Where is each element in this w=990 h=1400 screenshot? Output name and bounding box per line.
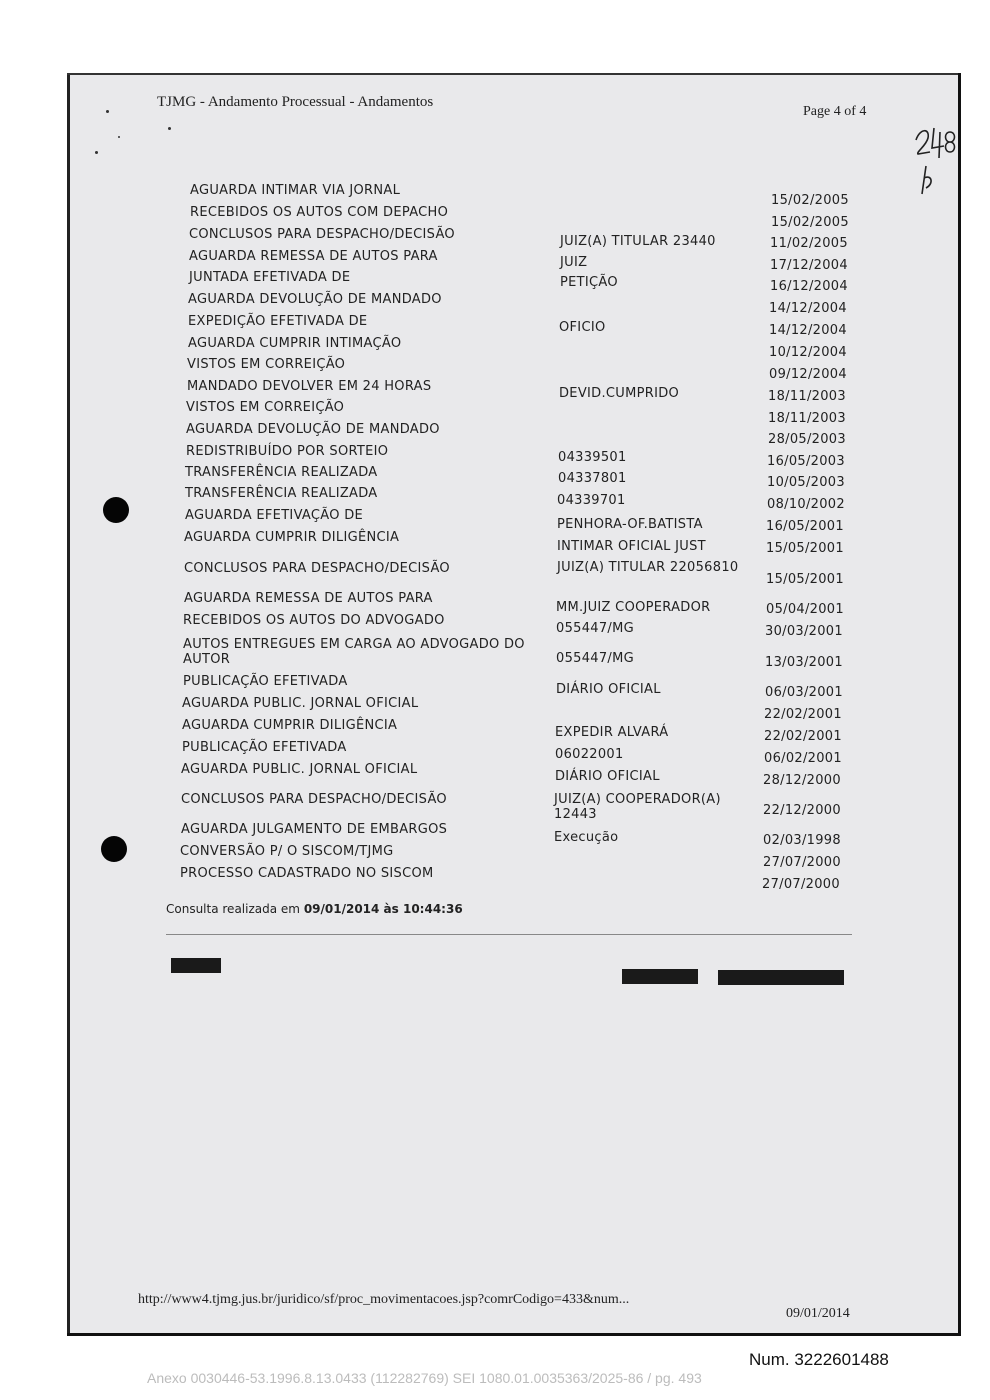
scan-speck bbox=[168, 127, 171, 130]
sei-reference: Anexo 0030446-53.1996.8.13.0433 (112282769) SEI 1080.01.0035363/2025-86 / pg. 493 bbox=[147, 1370, 702, 1386]
row-descricao: CONVERSÃO P/ O SISCOM/TJMG bbox=[180, 844, 394, 859]
row-data: 22/02/2001 bbox=[764, 729, 842, 744]
footer-date: 09/01/2014 bbox=[786, 1306, 850, 1321]
consulta-timestamp bbox=[166, 902, 463, 916]
row-descricao: PUBLICAÇÃO EFETIVADA bbox=[182, 740, 347, 755]
row-complemento: MM.JUIZ COOPERADOR bbox=[556, 600, 711, 615]
row-complemento: DIÁRIO OFICIAL bbox=[555, 769, 660, 784]
row-data: 28/12/2000 bbox=[763, 773, 841, 788]
row-descricao: VISTOS EM CORREIÇÃO bbox=[187, 357, 346, 372]
row-descricao: AGUARDA CUMPRIR DILIGÊNCIA bbox=[182, 718, 398, 733]
consulta-datetime: 09/01/2014 às 10:44:36 bbox=[303, 902, 463, 916]
row-data: 06/03/2001 bbox=[765, 685, 843, 700]
row-complemento: JUIZ bbox=[560, 255, 588, 270]
row-data: 16/05/2001 bbox=[766, 519, 844, 534]
row-data: 17/12/2004 bbox=[770, 258, 848, 273]
row-data: 15/02/2005 bbox=[771, 215, 849, 230]
row-data: 09/12/2004 bbox=[769, 367, 847, 382]
row-descricao: AGUARDA CUMPRIR INTIMAÇÃO bbox=[188, 336, 402, 351]
row-data: 16/12/2004 bbox=[770, 279, 848, 294]
punch-hole bbox=[101, 836, 127, 862]
row-descricao: PUBLICAÇÃO EFETIVADA bbox=[183, 674, 348, 689]
row-data: 18/11/2003 bbox=[768, 411, 846, 426]
row-descricao: JUNTADA EFETIVADA DE bbox=[189, 270, 351, 285]
scan-speck bbox=[106, 110, 109, 113]
row-descricao: AGUARDA DEVOLUÇÃO DE MANDADO bbox=[186, 422, 440, 437]
row-data: 06/02/2001 bbox=[764, 751, 842, 766]
row-data: 15/05/2001 bbox=[766, 541, 844, 556]
row-complemento: EXPEDIR ALVARÁ bbox=[555, 725, 669, 740]
nova-consulta-button[interactable] bbox=[718, 970, 844, 985]
row-descricao: AUTOS ENTREGUES EM CARGA AO ADVOGADO DO AUTOR bbox=[183, 637, 525, 667]
row-descricao: AGUARDA REMESSA DE AUTOS PARA bbox=[189, 249, 438, 264]
row-data: 22/12/2000 bbox=[763, 803, 841, 818]
scan-speck bbox=[118, 136, 120, 138]
row-complemento: 04339501 bbox=[558, 450, 627, 465]
row-descricao: RECEBIDOS OS AUTOS DO ADVOGADO bbox=[183, 613, 445, 628]
row-descricao: CONCLUSOS PARA DESPACHO/DECISÃO bbox=[189, 227, 455, 242]
row-descricao: EXPEDIÇÃO EFETIVADA DE bbox=[188, 314, 368, 329]
row-complemento: 06022001 bbox=[555, 747, 624, 762]
handwritten-annotation bbox=[912, 118, 958, 198]
row-complemento: 04339701 bbox=[557, 493, 626, 508]
punch-hole bbox=[103, 497, 129, 523]
scan-edge bbox=[67, 73, 70, 1333]
row-complemento: PETIÇÃO bbox=[560, 275, 618, 290]
row-data: 13/03/2001 bbox=[765, 655, 843, 670]
row-descricao: AGUARDA DEVOLUÇÃO DE MANDADO bbox=[188, 292, 442, 307]
row-data: 27/07/2000 bbox=[763, 855, 841, 870]
row-data: 05/04/2001 bbox=[766, 602, 844, 617]
row-complemento: INTIMAR OFICIAL JUST bbox=[557, 539, 706, 554]
row-data: 22/02/2001 bbox=[764, 707, 842, 722]
row-descricao: MANDADO DEVOLVER EM 24 HORAS bbox=[187, 379, 432, 394]
row-complemento: DIÁRIO OFICIAL bbox=[556, 682, 661, 697]
row-data: 11/02/2005 bbox=[770, 236, 848, 251]
row-data: 10/05/2003 bbox=[767, 475, 845, 490]
row-complemento: 04337801 bbox=[558, 471, 627, 486]
row-complemento: JUIZ(A) TITULAR 22056810 bbox=[557, 560, 739, 575]
consulta-label: Consulta realizada em bbox=[166, 902, 300, 916]
voltar-button[interactable] bbox=[171, 958, 221, 973]
row-descricao: AGUARDA PUBLIC. JORNAL OFICIAL bbox=[181, 762, 418, 777]
row-descricao: AGUARDA INTIMAR VIA JORNAL bbox=[190, 183, 401, 198]
row-data: 14/12/2004 bbox=[769, 301, 847, 316]
row-data: 14/12/2004 bbox=[769, 323, 847, 338]
row-descricao: AGUARDA CUMPRIR DILIGÊNCIA bbox=[184, 530, 400, 545]
page-title: TJMG - Andamento Processual - Andamentos bbox=[157, 94, 434, 110]
row-descricao: CONCLUSOS PARA DESPACHO/DECISÃO bbox=[184, 561, 450, 576]
row-descricao: AGUARDA PUBLIC. JORNAL OFICIAL bbox=[182, 696, 419, 711]
row-data: 02/03/1998 bbox=[763, 833, 841, 848]
row-data: 16/05/2003 bbox=[767, 454, 845, 469]
row-data: 27/07/2000 bbox=[762, 877, 840, 892]
row-descricao: VISTOS EM CORREIÇÃO bbox=[186, 400, 345, 415]
divider bbox=[166, 934, 852, 935]
row-data: 15/02/2005 bbox=[771, 193, 849, 208]
scan-edge bbox=[67, 73, 958, 75]
row-descricao: RECEBIDOS OS AUTOS COM DEPACHO bbox=[190, 205, 449, 220]
scan-speck bbox=[95, 151, 98, 154]
row-descricao: TRANSFERÊNCIA REALIZADA bbox=[185, 486, 378, 501]
imprimir-button[interactable] bbox=[622, 969, 698, 984]
row-data: 10/12/2004 bbox=[769, 345, 847, 360]
row-data: 08/10/2002 bbox=[767, 497, 845, 512]
row-complemento: 055447/MG bbox=[556, 621, 634, 636]
row-complemento: JUIZ(A) COOPERADOR(A) 12443 bbox=[554, 792, 721, 822]
row-descricao: AGUARDA JULGAMENTO DE EMBARGOS bbox=[181, 822, 448, 837]
row-complemento: DEVID.CUMPRIDO bbox=[559, 386, 680, 401]
document-number: Num. 3222601488 bbox=[749, 1350, 889, 1369]
row-data: 18/11/2003 bbox=[768, 389, 846, 404]
row-data: 28/05/2003 bbox=[768, 432, 846, 447]
row-complemento: OFICIO bbox=[559, 320, 606, 335]
row-data: 15/05/2001 bbox=[766, 572, 844, 587]
row-complemento: JUIZ(A) TITULAR 23440 bbox=[560, 234, 716, 249]
row-descricao: TRANSFERÊNCIA REALIZADA bbox=[185, 465, 378, 480]
row-descricao: REDISTRIBUÍDO POR SORTEIO bbox=[186, 444, 389, 459]
row-descricao: AGUARDA REMESSA DE AUTOS PARA bbox=[184, 591, 433, 606]
footer-url: http://www4.tjmg.jus.br/juridico/sf/proc_movimentacoes.jsp?comrCodigo=433&num... bbox=[138, 1292, 630, 1307]
row-descricao: AGUARDA EFETIVAÇÃO DE bbox=[185, 508, 364, 523]
row-data: 30/03/2001 bbox=[765, 624, 843, 639]
row-descricao: CONCLUSOS PARA DESPACHO/DECISÃO bbox=[181, 792, 447, 807]
row-complemento: 055447/MG bbox=[556, 651, 634, 666]
row-complemento: PENHORA-OF.BATISTA bbox=[557, 517, 703, 532]
row-descricao: PROCESSO CADASTRADO NO SISCOM bbox=[180, 866, 434, 881]
row-complemento: Execução bbox=[554, 830, 619, 845]
page-number: Page 4 of 4 bbox=[803, 104, 867, 119]
